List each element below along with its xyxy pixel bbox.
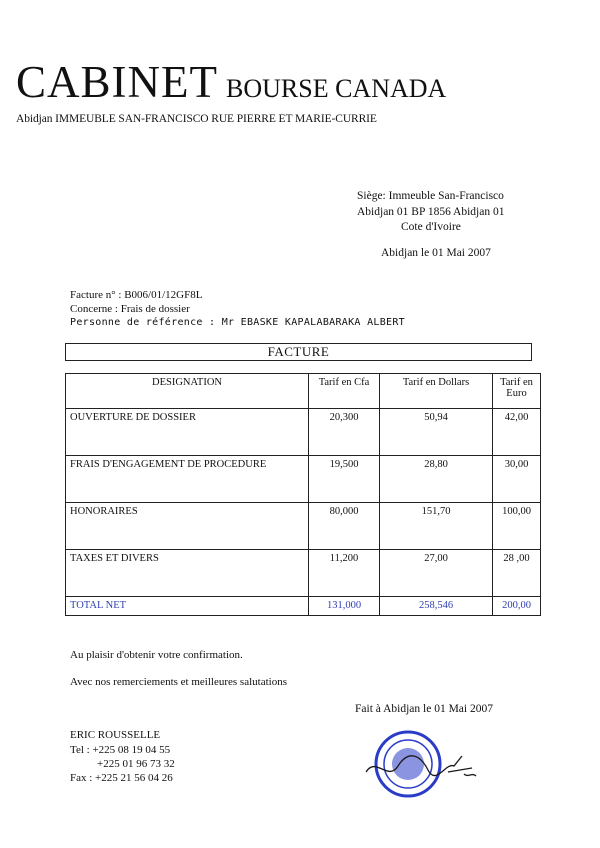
table-row bbox=[66, 503, 541, 550]
brand-main: CABINET bbox=[16, 57, 218, 107]
signatory-tel-2: +225 01 96 73 32 bbox=[97, 758, 175, 770]
total-euro: 200,00 bbox=[493, 597, 541, 616]
cell-dollars: 28,80 bbox=[380, 456, 493, 503]
facture-number: Facture n° : B006/01/12GF8L bbox=[70, 289, 203, 301]
header-dollars: Tarif en Dollars bbox=[380, 374, 493, 409]
cell-dollars: 27,00 bbox=[380, 550, 493, 597]
total-label: TOTAL NET bbox=[66, 597, 309, 616]
cell-euro: 28 ,00 bbox=[493, 550, 541, 597]
cell-euro: 42,00 bbox=[493, 409, 541, 456]
signatory-fax: Fax : +225 21 56 04 26 bbox=[70, 772, 173, 784]
cell-euro: 100,00 bbox=[493, 503, 541, 550]
cell-cfa: 20,300 bbox=[309, 409, 380, 456]
cell-designation: TAXES ET DIVERS bbox=[66, 550, 309, 597]
signatory-name: ERIC ROUSSELLE bbox=[70, 729, 161, 741]
invoice-table bbox=[65, 373, 541, 616]
cell-cfa: 11,200 bbox=[309, 550, 380, 597]
brand-sub: BOURSE CANADA bbox=[226, 74, 447, 103]
cell-dollars: 151,70 bbox=[380, 503, 493, 550]
concerne: Concerne : Frais de dossier bbox=[70, 303, 190, 315]
header-date: Abidjan le 01 Mai 2007 bbox=[381, 247, 491, 259]
cell-euro: 30,00 bbox=[493, 456, 541, 503]
total-row bbox=[66, 597, 541, 616]
table-row bbox=[66, 550, 541, 597]
cell-designation: OUVERTURE DE DOSSIER bbox=[66, 409, 309, 456]
signatory-tel-1: Tel : +225 08 19 04 55 bbox=[70, 744, 171, 756]
table-row bbox=[66, 409, 541, 456]
table-header-row bbox=[66, 374, 541, 409]
siege-line-1: Siège: Immeuble San-Francisco bbox=[357, 190, 504, 202]
stamp-seal-icon bbox=[362, 726, 482, 806]
fait-date: Fait à Abidjan le 01 Mai 2007 bbox=[355, 703, 493, 715]
cell-designation: HONORAIRES bbox=[66, 503, 309, 550]
total-dollars: 258,546 bbox=[380, 597, 493, 616]
facture-title: FACTURE bbox=[65, 343, 532, 361]
table-row bbox=[66, 456, 541, 503]
header-designation: DESIGNATION bbox=[66, 374, 309, 409]
cell-cfa: 80,000 bbox=[309, 503, 380, 550]
cell-designation: FRAIS D'ENGAGEMENT DE PROCEDURE bbox=[66, 456, 309, 503]
header-euro: Tarif en Euro bbox=[493, 374, 541, 409]
cell-dollars: 50,94 bbox=[380, 409, 493, 456]
header-cfa: Tarif en Cfa bbox=[309, 374, 380, 409]
reference-person: Personne de référence : Mr EBASKE KAPALABARAKA ALBERT bbox=[70, 317, 405, 328]
total-cfa: 131,000 bbox=[309, 597, 380, 616]
siege-line-2: Abidjan 01 BP 1856 Abidjan 01 bbox=[357, 206, 505, 218]
closing-line-2: Avec nos remerciements et meilleures salutations bbox=[70, 676, 287, 688]
closing-line-1: Au plaisir d'obtenir votre confirmation. bbox=[70, 649, 243, 661]
letterhead-address: Abidjan IMMEUBLE SAN-FRANCISCO RUE PIERRE ET MARIE-CURRIE bbox=[16, 113, 377, 125]
seal-circle bbox=[376, 732, 440, 796]
siege-line-3: Cote d'Ivoire bbox=[401, 221, 461, 233]
letterhead-brand bbox=[16, 57, 447, 107]
cell-cfa: 19,500 bbox=[309, 456, 380, 503]
